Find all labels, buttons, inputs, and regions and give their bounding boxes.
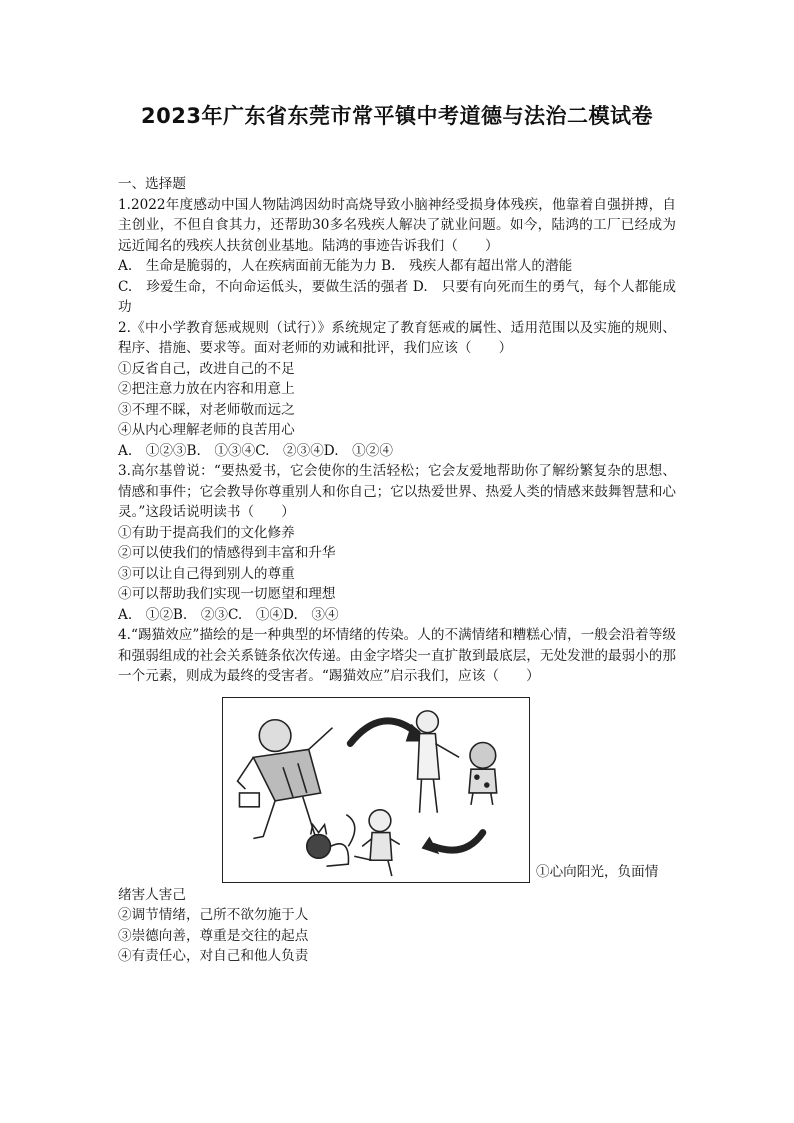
kicking-child <box>354 809 400 875</box>
q3-item-4: ④可以帮助我们实现一切愿望和理想 <box>118 586 336 602</box>
q2-item-1: ①反省自己，改进自己的不足 <box>118 360 295 377</box>
q4-item-1-head: ①心向阳光，负面情 <box>536 864 659 880</box>
q2-options: A. ①②③B. ①③④C. ②③④D. ①②④ <box>118 442 393 459</box>
q2-item-4: ④从内心理解老师的良苦用心 <box>118 422 295 438</box>
q2-stem: 2.《中小学教育惩戒规则（试行）》系统规定了教育惩戒的属性、适用范围以及实施的规则、程序、措施、要求等。面对老师的劝诫和批评，我们应该（ ） <box>118 319 676 356</box>
q4-item-3: ③崇德向善，尊重是交往的起点 <box>118 927 309 944</box>
q3-item-2: ②可以使我们的情感得到丰富和升华 <box>118 545 336 561</box>
kick-cat-illustration <box>223 698 529 882</box>
q4-item-4: ④有责任心，对自己和他人负责 <box>118 948 309 964</box>
q3-options: A. ①②B. ②③C. ①④D. ③④ <box>118 606 339 623</box>
cat-figure <box>307 814 355 865</box>
father-figure <box>417 710 460 812</box>
q2-item-2: ②把注意力放在内容和用意上 <box>118 381 295 397</box>
arrow-bottom <box>433 832 482 850</box>
kick-cat-cartoon <box>222 697 530 883</box>
q4-item-1-tail: 绪害人害己 <box>118 886 186 903</box>
q2-item-3: ③不理不睬，对老师敬而远之 <box>118 401 295 418</box>
q4-stem: 4.“踢猫效应”描绘的是一种典型的坏情绪的传染。人的不满情绪和糟糕心情，一般会沿着等级和强弱组成的社会关系链条依次传递。由金字塔尖一直扩散到最底层，无处发泄的最弱小的那一个元素，则成为最终的受害者。“踢猫效应”启示我们，应该（ ） <box>118 627 676 684</box>
crying-child <box>469 742 497 804</box>
page-title: 2023年广东省东莞市常平镇中考道德与法治二模试卷 <box>141 104 653 128</box>
q4-item-2: ②调节情绪，己所不欲勿施于人 <box>118 907 309 923</box>
q1-options-line1: A. 生命是脆弱的，人在疾病面前无能为力 B. 残疾人都有超出常人的潜能 <box>118 258 573 274</box>
q1-stem: 1.2022年度感动中国人物陆鸿因幼时高烧导致小脑神经受损身体残疾，他靠着自强拼搏，自主创业，不但自食其力，还帮助30多名残疾人解决了就业问题。如今，陆鸿的工厂已经成为远近闻名的残疾人扶贫创业基地。陆鸿的事迹告诉我们（ ） <box>118 196 676 254</box>
q3-item-3: ③可以让自己得到别人的尊重 <box>118 565 295 582</box>
boss-figure <box>238 719 333 838</box>
exam-content <box>118 174 676 967</box>
section-heading: 一、选择题 <box>118 176 186 192</box>
q1-options-line2: C. 珍爱生命，不向命运低头，要做生活的强者 D. 只要有向死而生的勇气，每个人都能成功 <box>118 278 676 315</box>
q3-item-1: ①有助于提高我们的文化修养 <box>118 524 295 541</box>
q3-stem: 3.高尔基曾说：“要热爱书，它会使你的生活轻松；它会友爱地帮助你了解纷繁复杂的思想、情感和事件；它会教导你尊重别人和你自己；它以热爱世界、热爱人类的情感来鼓舞智慧和心灵。”这段话说明读书（ ） <box>118 463 676 520</box>
q4-figure-row <box>118 697 676 883</box>
